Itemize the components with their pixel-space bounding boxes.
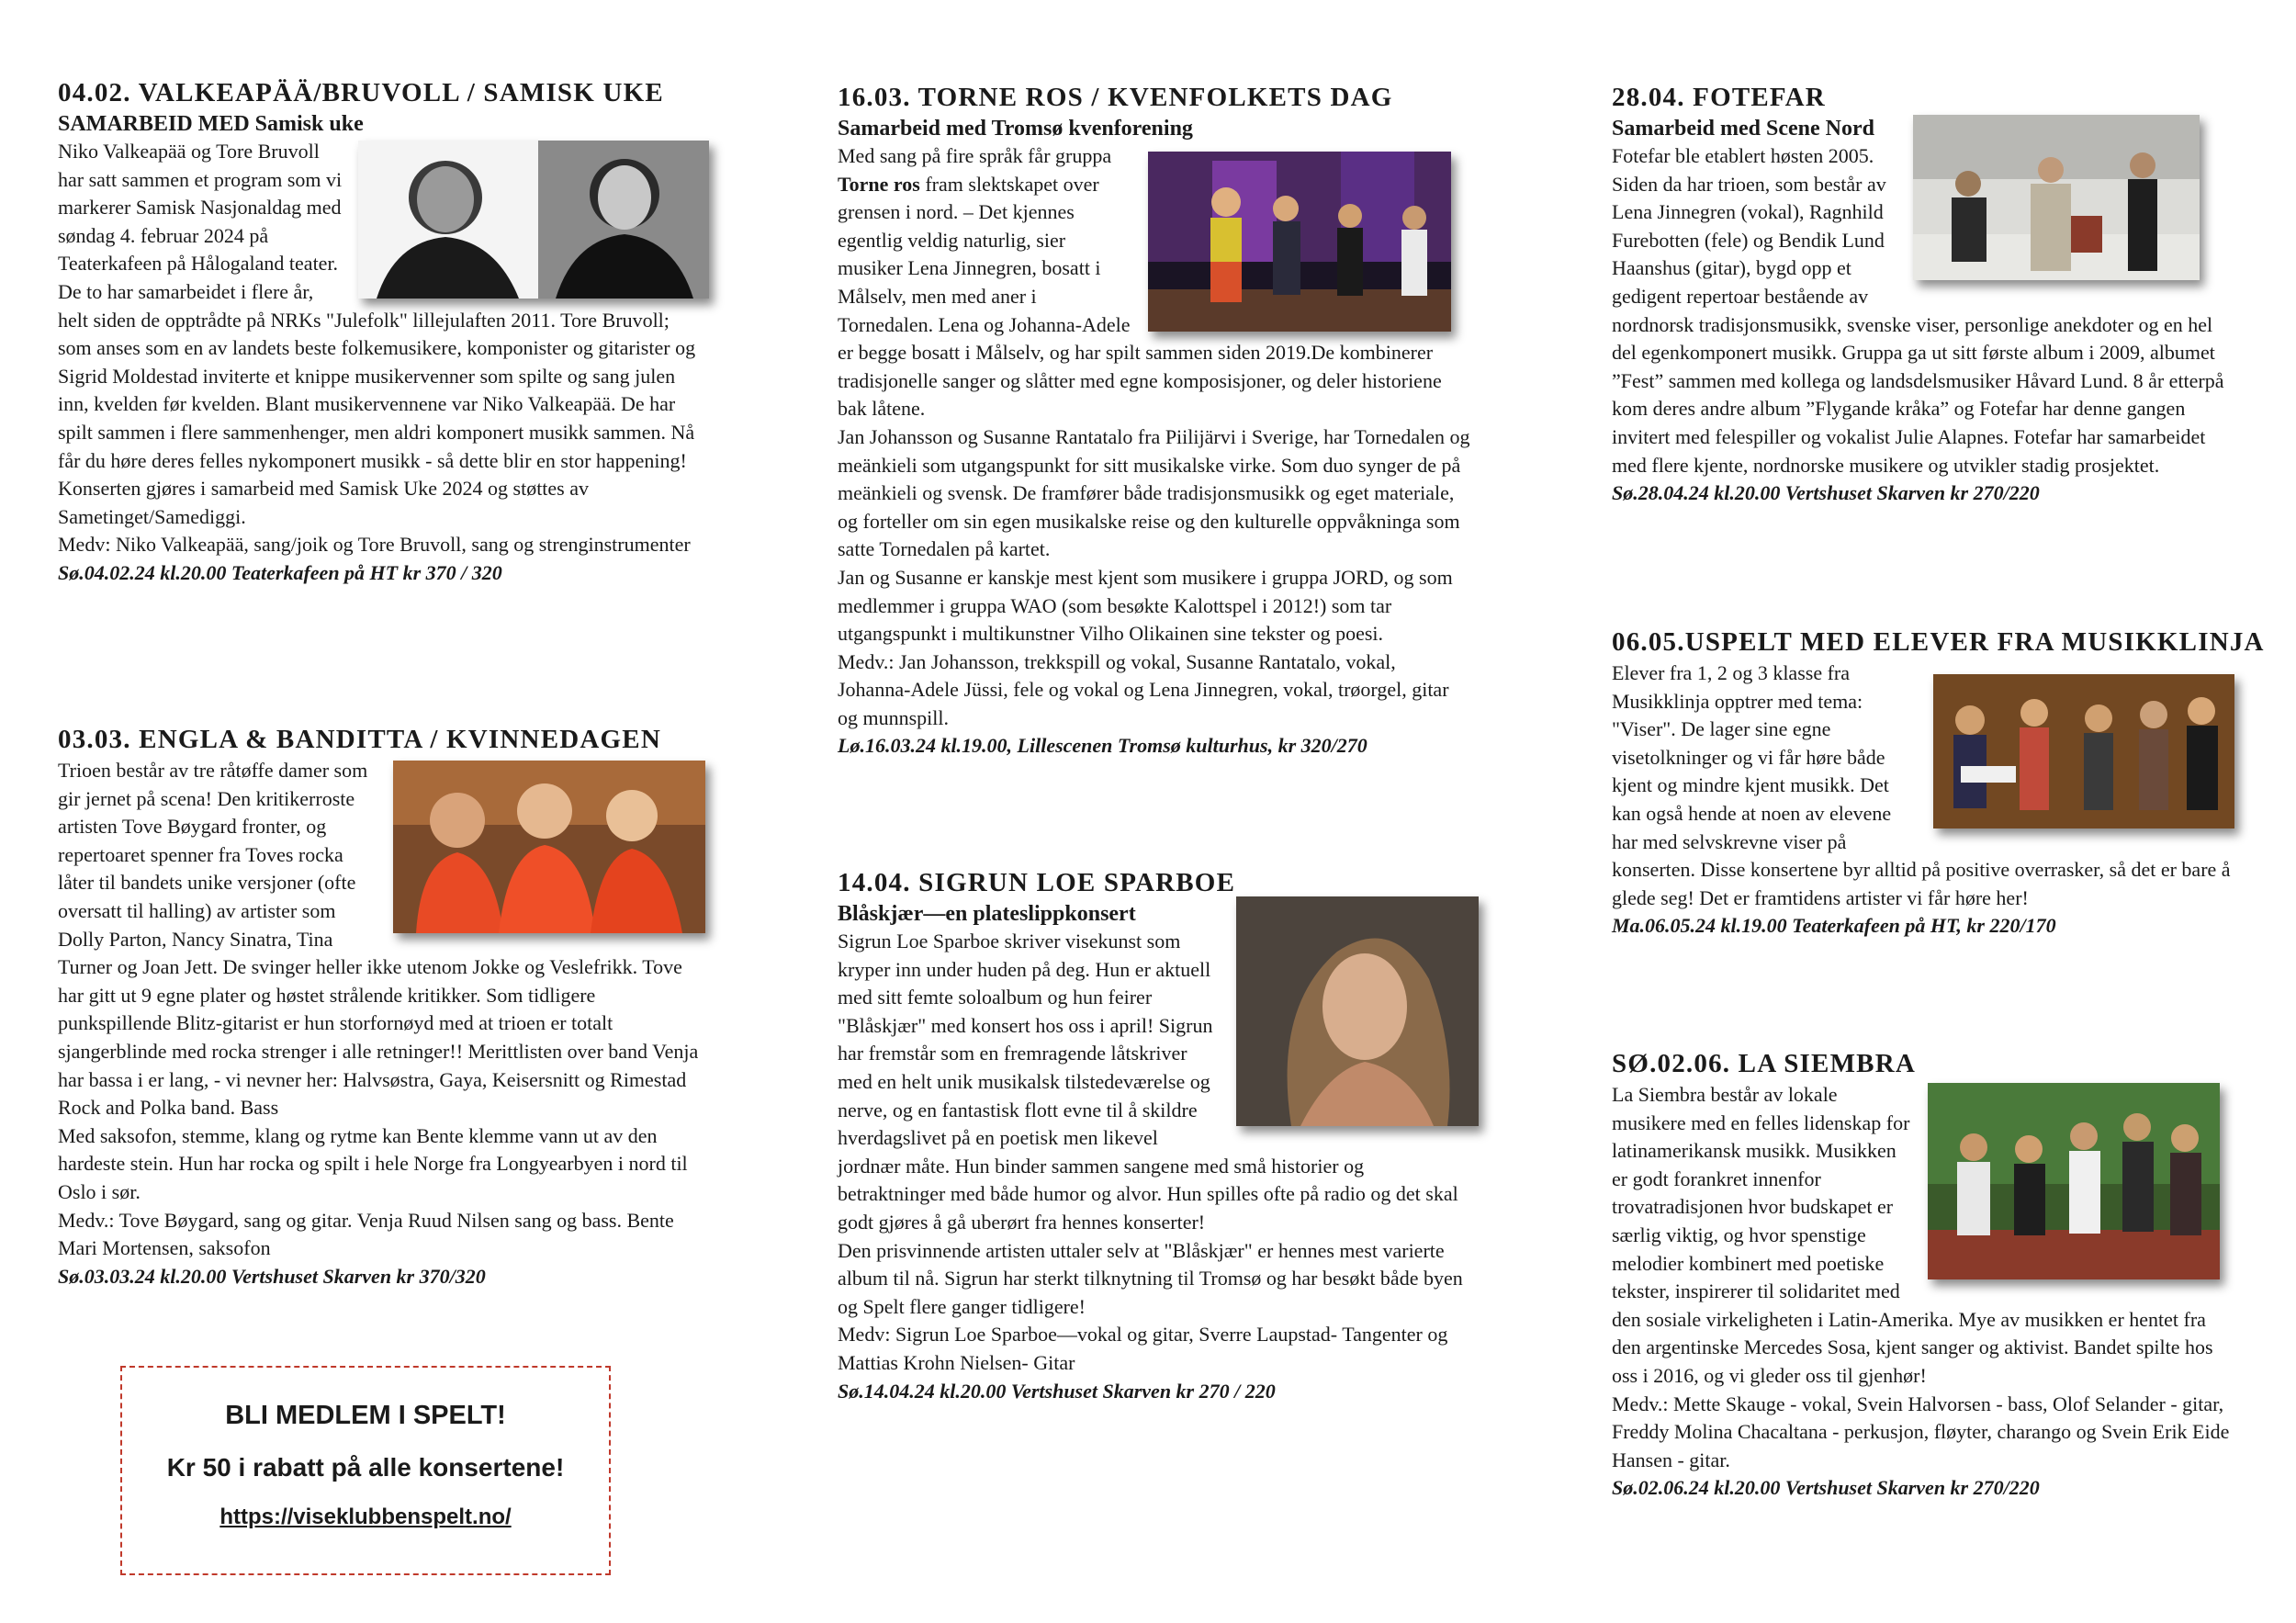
event-description-2: Den prisvinnende artisten uttaler selv at "Blåskjær" er hennes mest varierte album til nå. Sigrun har sterkt tilknytning til Tromsø og har besøkt både byen og Spelt flere ganger tidligere! — [838, 1238, 1463, 1318]
event-title: 14.04. SIGRUN LOE SPARBOE — [838, 868, 1236, 897]
membership-link[interactable]: https://viseklubbenspelt.no/ — [219, 1505, 512, 1529]
event-info: Sø.02.06.24 kl.20.00 Vertshuset Skarven kr 270/220 — [1612, 1476, 2040, 1500]
event-info: Sø.14.04.24 kl.20.00 Vertshuset Skarven kr 270 / 220 — [838, 1379, 1276, 1403]
event-title: 06.05.USPELT MED ELEVER FRA MUSIKKLINJA — [1612, 627, 2265, 657]
event-description-3: Jan og Susanne er kanskje mest kjent som musikere i gruppa JORD, og som medlemmer i gruppa WAO (som besøkte Kalottspel i 2012!) som tar utgangspunkt i multikunstner Vilho Olikainen sine tekster og poesi. — [838, 565, 1453, 646]
stage-image — [1148, 152, 1451, 332]
band-image — [1928, 1083, 2220, 1279]
portrait-image — [358, 141, 709, 299]
event-subtitle: SAMARBEID MED Samisk uke — [58, 112, 364, 136]
group-name: Torne ros — [838, 172, 920, 196]
membership-box — [120, 1366, 611, 1575]
event-valkeapaa — [58, 77, 705, 588]
event-torne-ros — [838, 82, 1471, 761]
event-title: 28.04. FOTEFAR — [1612, 83, 1826, 112]
event-engla-banditta — [58, 724, 705, 1291]
event-description: Med sang på fire språk får gruppa Torne ros fram slektskapet over grensen i nord. – Det kjennes egentlig veldig naturlig, sier musiker Lena Jinnegren, bosatt i Målselv, men med aner i Tornedalen. Lena og Johanna-Adele er begge bosatt i Målselv, og har spilt sammen siden 2019.De kombinerer tradisjonelle sanger og slåtter med egne komposisjoner, og deler historiene bak låtene. — [838, 144, 1442, 421]
portrait-image — [1236, 896, 1479, 1126]
event-description: Fotefar ble etablert høsten 2005. Siden da har trioen, som består av Lena Jinnegren (vokal), Ragnhild Furebotten (fele) og Bendik Lund Haanshus (gitar), bygd opp et gedigent repertoar bestående av nordnorsk tradisjonsmusikk, svenske viser, personlige anekdoter og en hel del egenkomponert musikk. Gruppa ga ut sitt første album i 2009, albumet ”Fest” sammen med kollega og landsdelsmusiker Håvard Lund. 8 år etterpå kom deres andre album ”Flygande kråka” og Fotefar har denne gangen invitert med felespiller og vokalist Julie Alapnes. Fotefar har samarbeidet med flere kjente, nordnorske musikere og utvikler stadig prosjektet. — [1612, 144, 2224, 477]
band-photo — [1928, 1083, 2220, 1279]
event-info: Ma.06.05.24 kl.19.00 Teaterkafeen på HT, kr 220/170 — [1612, 914, 2056, 938]
band-image — [393, 761, 705, 933]
event-performers: Medv.: Tove Bøygard, sang og gitar. Venja Ruud Nilsen sang og bass. Bente Mari Mortensen, saksofon — [58, 1208, 674, 1260]
event-title: SØ.02.06. LA SIEMBRA — [1612, 1049, 1916, 1078]
event-subtitle: Blåskjær—en plateslippkonsert — [838, 902, 1136, 926]
trio-photo — [393, 761, 705, 933]
event-subtitle: Samarbeid med Tromsø kvenforening — [838, 117, 1193, 141]
event-info: Sø.28.04.24 kl.20.00 Vertshuset Skarven kr 270/220 — [1612, 481, 2040, 505]
event-description: Sigrun Loe Sparboe skriver visekunst som kryper inn under huden på deg. Hun er aktuell med sitt femte soloalbum og hun feirer "Blåskjær" med konsert hos oss i april! Sigrun har fremstår som en fremragende låtskriver med en helt unik musikalsk tilstedeværelse og nerve, og en fantastisk flott evne til å skildre hverdagslivet på en poetisk men likevel jordnær måte. Hun binder sammen sangene med små historier og betraktninger med både humor og alvor. Hun spilles ofte på radio og det skal godt gjøres å gå uberørt fra hennes konserter! — [838, 930, 1458, 1234]
event-title: 03.03. ENGLA & BANDITTA / KVINNEDAGEN — [58, 725, 661, 754]
event-info: Sø.03.03.24 kl.20.00 Vertshuset Skarven kr 370/320 — [58, 1264, 486, 1288]
artist-photo — [1236, 896, 1479, 1126]
students-photo — [1933, 674, 2234, 828]
event-description: Elever fra 1, 2 og 3 klasse fra Musikklinja opptrer med tema: "Viser". De lager sine egne visetolkninger og vi får høre både kjent og mindre kjent musikk. Det kan også hende at noen av elevene har med selvskrevne viser på konserten. Disse konsertene byr alltid på positive overrasker, så det er bare å glede seg! Det er framtidens artister vi får høre her! — [1612, 661, 2231, 909]
event-description-2: Med saksofon, stemme, klang og rytme kan Bente klemme vann ut av den hardeste stein. Hun har rocka og spilt i hele Norge fra Longyearbyen i nord til Oslo i sør. — [58, 1123, 688, 1203]
event-sigrun-loe-sparboe — [838, 867, 1471, 1405]
event-uspelt — [1612, 626, 2265, 941]
event-subtitle: Samarbeid med Scene Nord — [1612, 117, 1874, 141]
event-performers: Medv.: Mette Skauge - vokal, Svein Halvorsen - bass, Olof Selander - gitar, Freddy Molina Chacaltana - perkusjon, fløyter, charango og Svein Erik Eide Hansen - gitar. — [1612, 1392, 2230, 1471]
membership-title: BLI MEDLEM I SPELT! — [225, 1401, 506, 1430]
event-description: Niko Valkeapää og Tore Bruvoll har satt sammen et program som vi markerer Samisk Nasjonaldag med søndag 4. februar 2024 på Teaterkafeen på Hålogaland teater. De to har samarbeidet i flere år, helt siden de opptrådte på NRKs "Julefolk" lillejulaften 2011. Tore Bruvoll; som anses som en av landets beste folkemusikere, komponister og gitarister og Sigrid Moldestad inviterte et knippe musikervenner som spilte og sang julen inn, kvelden før kvelden. Blant musikervennene var Niko Valkeapää. De har spilt sammen i flere sammenhenger, men aldri komponert musikk sammen. Nå får du høre deres felles nykomponert musikk - så dette blir en stor happening! Konserten gjøres i samarbeid med Samisk Uke 2024 og støttes av Sametinget/Samediggi. — [58, 140, 696, 528]
event-info: Lø.16.03.24 kl.19.00, Lillescenen Tromsø kulturhus, kr 320/270 — [838, 734, 1367, 758]
band-image — [1913, 115, 2200, 280]
event-performers: Medv.: Jan Johansson, trekkspill og vokal, Susanne Rantatalo, vokal, Johanna-Adele Jüssi, fele og vokal og Lena Jinnegren, vokal, trøorgel, gitar og munnspill. — [838, 649, 1449, 729]
event-info: Sø.04.02.24 kl.20.00 Teaterkafeen på HT kr 370 / 320 — [58, 560, 502, 584]
event-title: 04.02. VALKEAPÄÄ/BRUVOLL / SAMISK UKE — [58, 78, 664, 107]
event-la-siembra — [1612, 1048, 2236, 1503]
trio-photo — [1913, 115, 2200, 280]
event-description-2: Jan Johansson og Susanne Rantatalo fra Piilijärvi i Sverige, har Tornedalen og meänkieli som utgangspunkt for sitt musikalske virke. Som duo synger de på meänkieli og svensk. De framfører både tradisjonsmusikk og eget materiale, og forteller om sin egen musikalske reise og den kulturelle oppvåkninga som satte Tornedalen på kartet. — [838, 424, 1470, 561]
event-description: La Siembra består av lokale musikere med en felles lidenskap for latinamerikansk musikk. Musikken er godt forankret innenfor trovatradisjonen hvor budskapet er særlig viktig, og hvor spenstige melodier kombinert med poetiske tekster, inspirerer til solidaritet med den sosiale virkeligheten i Latin-Amerika. Mye av musikken er hentet fra den argentinske Mercedes Sosa, kjent sanger og aktivist. Bandet spilte hos oss i 2016, og vi gleder oss til gjenhør! — [1612, 1083, 2213, 1387]
concert-photo — [1148, 152, 1451, 332]
stage-image — [1933, 674, 2234, 828]
duo-photo — [358, 141, 709, 299]
event-description: Trioen består av tre råtøffe damer som gir jernet på scena! Den kritikerroste artisten Tove Bøygard fronter, og repertoaret spenner fra Toves rocka låter til bandets unike versjoner (ofte oversatt til halling) av artister som Dolly Parton, Nancy Sinatra, Tina Turner og Joan Jett. De svinger heller ikke utenom Jokke og Veslefrikk. Tove har gitt ut 9 egne plater og høstet strålende kritikker. Som tidligere punkspillende Blitz-gitarist er hun storfornøyd med at trioen er totalt sjangerblinde med rocka strenger i alle retninger!! Merittlisten over band Venja har bassa i er lang, - vi nevner her: Halvsøstra, Gaya, Keisersnitt og Rimestad Rock and Polka band. Bass — [58, 759, 699, 1120]
event-performers: Medv: Niko Valkeapää, sang/joik og Tore Bruvoll, sang og strenginstrumenter — [58, 533, 691, 557]
membership-discount: Kr 50 i rabatt på alle konsertene! — [166, 1453, 565, 1482]
event-fotefar — [1612, 82, 2236, 508]
event-title: 16.03. TORNE ROS / KVENFOLKETS DAG — [838, 83, 1393, 112]
event-performers: Medv: Sigrun Loe Sparboe—vokal og gitar, Sverre Laupstad- Tangenter og Mattias Krohn Nielsen- Gitar — [838, 1323, 1448, 1374]
